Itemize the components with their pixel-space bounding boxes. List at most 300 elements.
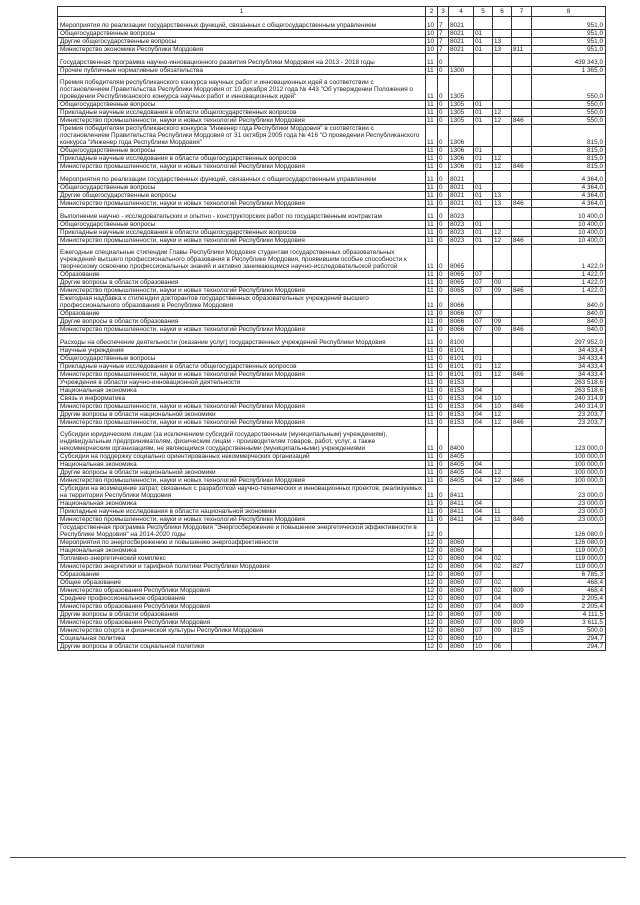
col-ministry [512, 75, 532, 101]
col-program: 11 [426, 310, 438, 318]
col-subsection [493, 461, 512, 469]
col-subsection: 12 [493, 117, 512, 125]
col-subsection [493, 30, 512, 38]
col-subsection: 12 [493, 237, 512, 245]
col-name: Учреждения в области научно-инновационной деятельности [58, 379, 426, 387]
table-row [58, 75, 606, 101]
col-subprogram: 0 [438, 619, 449, 627]
col-amount: 119 000,0 [532, 555, 606, 563]
col-program: 11 [426, 171, 438, 184]
col-target: 8060 [449, 563, 474, 571]
col-section: 04 [474, 403, 493, 411]
col-section: 04 [474, 411, 493, 419]
col-program: 11 [426, 411, 438, 419]
table-row [58, 271, 606, 279]
table-row [58, 453, 606, 461]
col-subsection [493, 17, 512, 30]
col-name: Общее образование [58, 579, 426, 587]
col-ministry [512, 101, 532, 109]
col-subsection: 12 [493, 109, 512, 117]
col-amount: 100 000,0 [532, 453, 606, 461]
col-subprogram: 0 [438, 387, 449, 395]
col-program: 12 [426, 547, 438, 555]
col-subprogram: 0 [438, 101, 449, 109]
col-name: Министерство промышленности, науки и новых технологий Республики Мордовия [58, 326, 426, 334]
col-subsection: 11 [493, 508, 512, 516]
col-ministry [512, 125, 532, 147]
table-row [58, 46, 606, 54]
col-subprogram: 0 [438, 461, 449, 469]
col-subprogram: 0 [438, 200, 449, 208]
col-target: 8100 [449, 334, 474, 347]
col-subsection: 04 [493, 595, 512, 603]
col-ministry [512, 635, 532, 643]
col-section: 07 [474, 287, 493, 295]
col-amount: 815,0 [532, 125, 606, 147]
col-subsection [493, 334, 512, 347]
col-name: Национальная экономика [58, 461, 426, 469]
col-amount: 840,0 [532, 310, 606, 318]
col-program: 11 [426, 75, 438, 101]
col-amount: 951,0 [532, 30, 606, 38]
col-subprogram: 0 [438, 516, 449, 524]
col-section: 07 [474, 611, 493, 619]
table-row [58, 508, 606, 516]
col-subprogram: 0 [438, 627, 449, 635]
col-section: 01 [474, 371, 493, 379]
col-section: 07 [474, 271, 493, 279]
col-subsection [493, 125, 512, 147]
col-ministry [512, 30, 532, 38]
col-section: 04 [474, 508, 493, 516]
col-target: 8023 [449, 208, 474, 221]
col-target [449, 524, 474, 539]
table-row [58, 295, 606, 310]
table-row [58, 67, 606, 75]
col-ministry: 846 [512, 477, 532, 485]
col-amount: 4 364,0 [532, 200, 606, 208]
col-amount: 263 518,6 [532, 387, 606, 395]
col-section: 04 [474, 469, 493, 477]
col-ministry [512, 395, 532, 403]
col-program: 11 [426, 477, 438, 485]
col-subprogram: 0 [438, 271, 449, 279]
col-subsection: 13 [493, 38, 512, 46]
col-target: 8101 [449, 347, 474, 355]
col-program: 12 [426, 603, 438, 611]
table-row [58, 334, 606, 347]
col-ministry [512, 363, 532, 371]
col-subsection: 12 [493, 371, 512, 379]
col-program: 11 [426, 419, 438, 427]
col-amount: 23 203,7 [532, 411, 606, 419]
col-program: 11 [426, 147, 438, 155]
col-subprogram: 0 [438, 469, 449, 477]
col-program: 10 [426, 30, 438, 38]
col-ministry [512, 453, 532, 461]
col-target: 8153 [449, 387, 474, 395]
col-name: Общегосударственные вопросы [58, 101, 426, 109]
col-subprogram: 0 [438, 355, 449, 363]
col-program: 11 [426, 395, 438, 403]
col-subprogram: 0 [438, 310, 449, 318]
col-subsection [493, 427, 512, 453]
col-name: Выполнение научно - исследовательских и опытно - конструкторских работ по государственным контрактам [58, 208, 426, 221]
col-section [474, 17, 493, 30]
col-ministry [512, 17, 532, 30]
col-subsection: 09 [493, 627, 512, 635]
table-row [58, 371, 606, 379]
table-row [58, 411, 606, 419]
col-amount: 4 364,0 [532, 184, 606, 192]
col-name: Национальная экономика [58, 387, 426, 395]
col-subprogram: 0 [438, 635, 449, 643]
col-name: Среднее профессиональное образование [58, 595, 426, 603]
col-subsection [493, 524, 512, 539]
col-name: Министерство промышленности, науки и новых технологий Республики Мордовия [58, 287, 426, 295]
col-program: 12 [426, 587, 438, 595]
table-row [58, 643, 606, 651]
col-subsection [493, 379, 512, 387]
col-section [474, 334, 493, 347]
table-row [58, 192, 606, 200]
table-row [58, 363, 606, 371]
col-target: 8405 [449, 453, 474, 461]
col-amount: 23 000,0 [532, 485, 606, 500]
col-target: 8405 [449, 469, 474, 477]
col-section [474, 67, 493, 75]
col-program: 12 [426, 643, 438, 651]
col-subprogram: 0 [438, 208, 449, 221]
table-row [58, 379, 606, 387]
col-name: Научные учреждения [58, 347, 426, 355]
col-subprogram: 0 [438, 379, 449, 387]
col-subsection [493, 184, 512, 192]
col-ministry [512, 310, 532, 318]
col-subsection: 09 [493, 326, 512, 334]
col-name: Социальная политика [58, 635, 426, 643]
col-name: Топливно-энергетический комплекс [58, 555, 426, 563]
col-target: 8021 [449, 200, 474, 208]
col-ministry [512, 555, 532, 563]
col-subprogram: 0 [438, 508, 449, 516]
col-program: 10 [426, 17, 438, 30]
footer-rule [10, 857, 626, 858]
table-row [58, 427, 606, 453]
col-subsection: 09 [493, 279, 512, 287]
col-target: 8400 [449, 427, 474, 453]
col-subprogram: 0 [438, 75, 449, 101]
col-name: Другие общегосударственные вопросы [58, 192, 426, 200]
col-target: 1306 [449, 147, 474, 155]
col-ministry: 846 [512, 237, 532, 245]
col-section: 04 [474, 547, 493, 555]
col-name: Министерство энергетики и тарифной политики Республики Мордовия [58, 563, 426, 571]
col-amount: 34 433,4 [532, 355, 606, 363]
col-amount: 126 080,0 [532, 524, 606, 539]
col-name: Министерство образования Республики Мордовия [58, 603, 426, 611]
col-amount: 23 000,0 [532, 500, 606, 508]
table-row [58, 603, 606, 611]
col-subprogram: 0 [438, 109, 449, 117]
col-name: Государственная программа научно-инновационного развития Республики Мордовия на 2013 - 2018 годы [58, 54, 426, 67]
col-target: 8405 [449, 461, 474, 469]
col-subprogram: 0 [438, 603, 449, 611]
col-section: 07 [474, 318, 493, 326]
col-ministry [512, 643, 532, 651]
col-subprogram: 7 [438, 17, 449, 30]
col-amount: 468,4 [532, 587, 606, 595]
col-subsection: 10 [493, 395, 512, 403]
col-subprogram: 0 [438, 295, 449, 310]
col-section [474, 75, 493, 101]
col-program: 12 [426, 627, 438, 635]
col-ministry: 846 [512, 117, 532, 125]
col-name: Общегосударственные вопросы [58, 30, 426, 38]
col-section [474, 453, 493, 461]
col-ministry [512, 271, 532, 279]
col-target: 8411 [449, 485, 474, 500]
col-amount: 2 205,4 [532, 595, 606, 603]
col-subprogram: 0 [438, 571, 449, 579]
col-target: 8060 [449, 603, 474, 611]
col-subprogram: 0 [438, 334, 449, 347]
col-target: 8060 [449, 555, 474, 563]
col-subprogram: 0 [438, 453, 449, 461]
col-subprogram: 0 [438, 171, 449, 184]
col-program: 12 [426, 611, 438, 619]
col-amount: 840,0 [532, 295, 606, 310]
col-ministry [512, 318, 532, 326]
col-name: Расходы на обеспечение деятельности (оказание услуг) государственных учреждений Республики Мордовия [58, 334, 426, 347]
table-row [58, 155, 606, 163]
table-row [58, 619, 606, 627]
col-ministry: 846 [512, 419, 532, 427]
col-section: 10 [474, 643, 493, 651]
col-amount: 815,0 [532, 155, 606, 163]
col-subsection: 12 [493, 477, 512, 485]
col-ministry [512, 245, 532, 271]
col-program: 11 [426, 363, 438, 371]
col-target: 8065 [449, 271, 474, 279]
col-amount: 500,0 [532, 627, 606, 635]
col-target: 8023 [449, 229, 474, 237]
col-section: 01 [474, 155, 493, 163]
col-subprogram: 0 [438, 287, 449, 295]
col-name: Связь и информатика [58, 395, 426, 403]
col-amount: 1 422,0 [532, 245, 606, 271]
col-subprogram: 0 [438, 563, 449, 571]
col-target: 1306 [449, 125, 474, 147]
col-amount: 840,0 [532, 318, 606, 326]
col-section: 07 [474, 603, 493, 611]
col-amount: 294,7 [532, 635, 606, 643]
col-name: Субсидии на возмещение затрат, связанных с разработкой научно-технических и инновационных проектов, реализуемых на территории Республики Мордовия [58, 485, 426, 500]
col-subprogram: 0 [438, 147, 449, 155]
col-name: Национальная экономика [58, 500, 426, 508]
col-ministry [512, 508, 532, 516]
col-name: Министерство промышленности, науки и новых технологий Республики Мордовия [58, 403, 426, 411]
table-row [58, 387, 606, 395]
col-section: 07 [474, 587, 493, 595]
col-program: 11 [426, 347, 438, 355]
table-row [58, 539, 606, 547]
table-row [58, 245, 606, 271]
col-target: 8405 [449, 477, 474, 485]
col-program: 10 [426, 38, 438, 46]
col-name: Прикладные научные исследования в области общегосударственных вопросов [58, 229, 426, 237]
col-program: 11 [426, 403, 438, 411]
col-section [474, 485, 493, 500]
col-subprogram: 0 [438, 547, 449, 555]
table-row [58, 419, 606, 427]
col-program: 11 [426, 208, 438, 221]
col-program: 11 [426, 229, 438, 237]
col-subsection: 12 [493, 163, 512, 171]
col-target: 8153 [449, 379, 474, 387]
col-amount: 23 000,0 [532, 516, 606, 524]
col-name: Министерство спорта и физической культуры Республики Мордовия [58, 627, 426, 635]
col-target: 8066 [449, 326, 474, 334]
col-subsection [493, 208, 512, 221]
table-row [58, 524, 606, 539]
col-program: 11 [426, 54, 438, 67]
table-row [58, 477, 606, 485]
col-ministry [512, 208, 532, 221]
col-program: 12 [426, 524, 438, 539]
col-name: Министерство экономики Республики Мордовия [58, 46, 426, 54]
col-name: Министерство промышленности, науки и новых технологий Республики Мордовия [58, 419, 426, 427]
col-program: 12 [426, 619, 438, 627]
col-subsection [493, 221, 512, 229]
col-ministry [512, 184, 532, 192]
col-subsection: 12 [493, 363, 512, 371]
col-name: Другие вопросы в области национальной экономики [58, 469, 426, 477]
col-ministry [512, 485, 532, 500]
col-program: 11 [426, 334, 438, 347]
col-name: Прикладные научные исследования в области национальной экономики [58, 508, 426, 516]
col-subprogram: 0 [438, 184, 449, 192]
col-target: 8021 [449, 30, 474, 38]
col-ministry [512, 539, 532, 547]
col-target: 8060 [449, 595, 474, 603]
col-name: Министерство образования Республики Мордовия [58, 619, 426, 627]
col-target: 8023 [449, 237, 474, 245]
table-row [58, 547, 606, 555]
table-row [58, 611, 606, 619]
header-cell-2: 2 [426, 7, 438, 17]
col-target: 8060 [449, 579, 474, 587]
col-subsection: 09 [493, 318, 512, 326]
col-subsection: 13 [493, 192, 512, 200]
col-section [474, 54, 493, 67]
col-name: Министерство промышленности, науки и новых технологий Республики Мордовия [58, 477, 426, 485]
col-subsection [493, 54, 512, 67]
col-name: Государственная программа Республики Мордовия "Энергосбережение и повышение энергетической эффективности в Республике Мордовия" на 2014-2020 годы [58, 524, 426, 539]
col-ministry [512, 295, 532, 310]
col-target: 1306 [449, 155, 474, 163]
col-subprogram: 0 [438, 363, 449, 371]
col-target: 8060 [449, 643, 474, 651]
col-amount: 4 364,0 [532, 171, 606, 184]
col-subprogram: 0 [438, 221, 449, 229]
col-section: 04 [474, 516, 493, 524]
col-name: Прикладные научные исследования в области общегосударственных вопросов [58, 155, 426, 163]
col-amount: 100 000,0 [532, 477, 606, 485]
col-target: 1305 [449, 75, 474, 101]
col-target: 8021 [449, 17, 474, 30]
table-row [58, 627, 606, 635]
col-section: 04 [474, 563, 493, 571]
col-subsection [493, 147, 512, 155]
col-section: 01 [474, 200, 493, 208]
col-program: 12 [426, 579, 438, 587]
col-subprogram: 0 [438, 155, 449, 163]
col-subprogram: 0 [438, 419, 449, 427]
col-ministry [512, 38, 532, 46]
table-row [58, 200, 606, 208]
col-subprogram: 0 [438, 371, 449, 379]
col-program: 11 [426, 184, 438, 192]
col-name: Общегосударственные вопросы [58, 184, 426, 192]
col-amount: 297 952,0 [532, 334, 606, 347]
col-name: Мероприятия по реализации государственных функций, связанных с общегосударственным управлением [58, 171, 426, 184]
col-ministry: 846 [512, 287, 532, 295]
col-section [474, 125, 493, 147]
col-amount: 550,0 [532, 101, 606, 109]
col-program: 11 [426, 427, 438, 453]
col-section: 04 [474, 461, 493, 469]
col-section: 04 [474, 419, 493, 427]
col-name: Образование [58, 271, 426, 279]
col-subsection [493, 271, 512, 279]
col-target: 8066 [449, 318, 474, 326]
table-row [58, 500, 606, 508]
col-section: 01 [474, 237, 493, 245]
col-name: Прикладные научные исследования в области общегосударственных вопросов [58, 109, 426, 117]
col-section: 01 [474, 221, 493, 229]
table-row [58, 101, 606, 109]
col-amount: 34 433,4 [532, 363, 606, 371]
col-subprogram: 7 [438, 30, 449, 38]
col-target: 8411 [449, 516, 474, 524]
col-name: Министерство промышленности, науки и новых технологий Республики Мордовия [58, 516, 426, 524]
table-row [58, 395, 606, 403]
col-program: 12 [426, 539, 438, 547]
col-program: 11 [426, 387, 438, 395]
table-row [58, 17, 606, 30]
col-subsection: 02 [493, 555, 512, 563]
col-amount: 951,0 [532, 46, 606, 54]
col-subprogram: 0 [438, 477, 449, 485]
col-subsection: 12 [493, 155, 512, 163]
col-subsection: 12 [493, 419, 512, 427]
table-row [58, 469, 606, 477]
col-amount: 1 422,0 [532, 279, 606, 287]
header-cell-7: 7 [512, 7, 532, 17]
col-ministry: 846 [512, 200, 532, 208]
table-row [58, 109, 606, 117]
table-row [58, 229, 606, 237]
col-ministry [512, 571, 532, 579]
col-ministry: 846 [512, 516, 532, 524]
col-ministry [512, 500, 532, 508]
col-subsection [493, 485, 512, 500]
col-amount: 100 000,0 [532, 469, 606, 477]
col-target: 8060 [449, 611, 474, 619]
table-row [58, 461, 606, 469]
col-amount: 550,0 [532, 75, 606, 101]
